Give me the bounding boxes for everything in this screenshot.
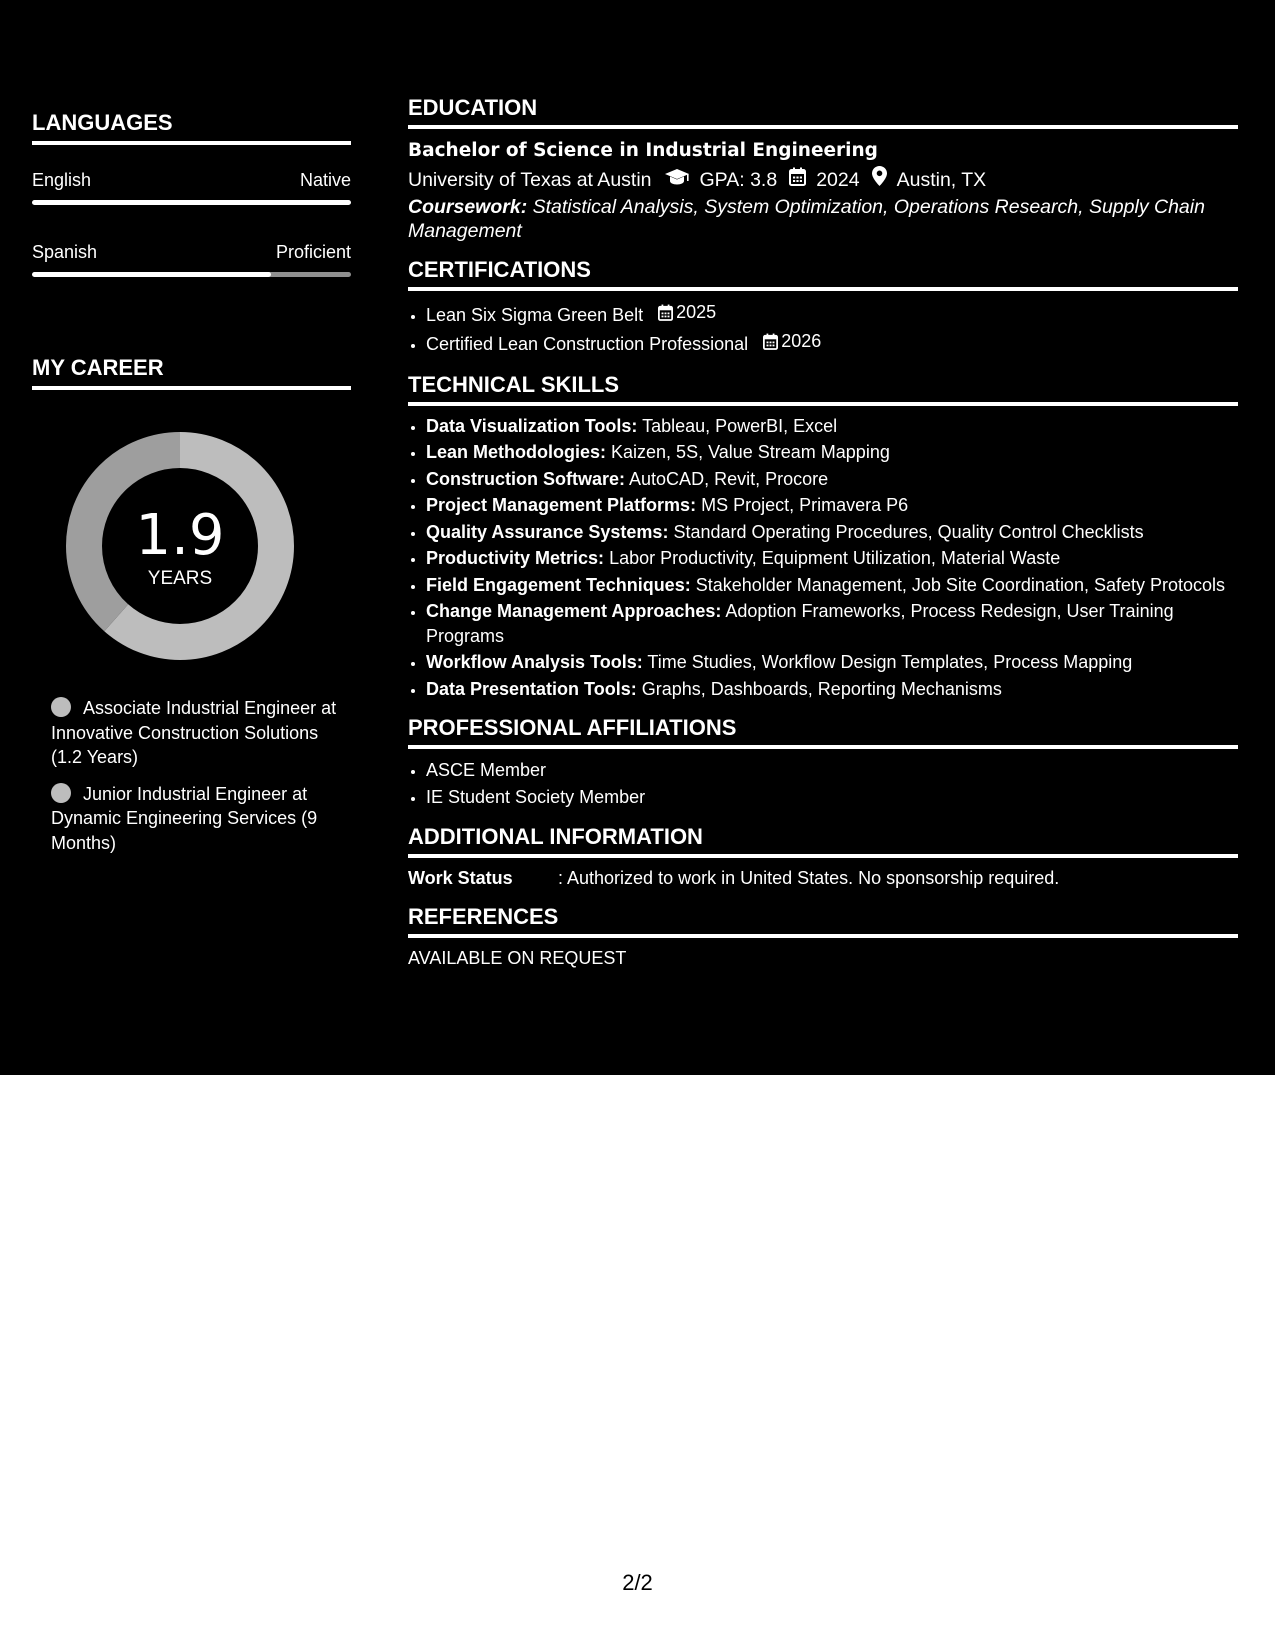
- bullet-dot-icon: [51, 697, 71, 717]
- career-item-text: Associate Industrial Engineer at Innovative Construction Solutions (1.2 Years): [51, 698, 337, 767]
- skill-value: Standard Operating Procedures, Quality Control Checklists: [673, 521, 1144, 542]
- skill-item: [426, 677, 1238, 702]
- language-bar: [32, 200, 351, 205]
- certifications-section: [408, 257, 1238, 358]
- references-section: [408, 904, 1238, 970]
- certifications-heading: CERTIFICATIONS: [408, 257, 1238, 291]
- references-heading: REFERENCES: [408, 904, 1238, 938]
- language-name: English: [32, 170, 92, 190]
- skill-item: [426, 414, 1238, 439]
- skill-label: Change Management Approaches:: [426, 601, 722, 621]
- affiliation-item: • IE Student Society Member: [426, 784, 1238, 811]
- career-item: [51, 696, 351, 770]
- skill-item: [426, 599, 1238, 648]
- affiliations-heading: PROFESSIONAL AFFILIATIONS: [408, 715, 1238, 749]
- certifications-list: [408, 299, 1238, 358]
- skill-item: [426, 467, 1238, 492]
- certification-name: Lean Six Sigma Green Belt: [426, 304, 644, 325]
- skill-item: [426, 573, 1238, 598]
- school-location: Austin, TX: [896, 169, 987, 191]
- bullet-dot-icon: [51, 783, 71, 803]
- affiliations-section: [408, 715, 1238, 810]
- skill-value: Adoption Frameworks, Process Redesign, User Training Programs: [426, 601, 1174, 646]
- coursework-list: Statistical Analysis, System Optimization, Operations Research, Supply Chain Management: [408, 196, 1205, 242]
- education-meta: [408, 165, 1238, 195]
- language-level: Native: [299, 170, 351, 190]
- additional-heading: ADDITIONAL INFORMATION: [408, 824, 1238, 858]
- calendar-icon: [763, 333, 778, 350]
- skill-label: Lean Methodologies:: [426, 442, 606, 462]
- certification-name: Certified Lean Construction Professional: [426, 334, 749, 354]
- coursework-label: Coursework:: [408, 196, 528, 218]
- language-bar: [32, 272, 351, 277]
- calendar-icon: [658, 304, 673, 321]
- affiliations-list: [408, 757, 1238, 810]
- career-unit: YEARS: [147, 568, 213, 589]
- language-item: [32, 169, 351, 205]
- skill-label: Data Visualization Tools:: [426, 415, 638, 436]
- sidebar: [32, 110, 351, 867]
- coursework: [408, 195, 1238, 243]
- skills-heading: TECHNICAL SKILLS: [408, 372, 1238, 406]
- school-name: University of Texas at Austin: [408, 169, 652, 191]
- certification-year: 2025: [676, 302, 717, 322]
- certification-date: [763, 328, 821, 355]
- career-item: [51, 782, 351, 856]
- skill-value: Kaizen, 5S, Value Stream Mapping: [611, 442, 890, 462]
- work-status-label: Work Status: [408, 868, 513, 888]
- career-total: 1.9: [135, 503, 225, 568]
- skill-value: Labor Productivity, Equipment Utilization, Material Waste: [609, 548, 1061, 568]
- skill-item: [426, 650, 1238, 675]
- certification-date: [658, 299, 716, 326]
- certification-year: 2026: [781, 331, 822, 352]
- languages-heading: LANGUAGES: [32, 110, 351, 145]
- references-text: AVAILABLE ON REQUEST: [408, 948, 627, 968]
- page-indicator: 2/2: [622, 1570, 653, 1595]
- skill-label: Field Engagement Techniques:: [426, 574, 691, 595]
- calendar-icon: [789, 165, 806, 195]
- skill-label: Project Management Platforms:: [426, 495, 697, 515]
- career-list: [32, 696, 351, 855]
- graduation-cap-icon: [664, 165, 690, 195]
- career-item-text: Junior Industrial Engineer at Dynamic Engineering Services (9 Months): [51, 783, 318, 853]
- language-item: [32, 241, 351, 277]
- skill-value: AutoCAD, Revit, Procore: [629, 468, 829, 489]
- language-bar-fill: [32, 272, 271, 277]
- skill-label: Data Presentation Tools:: [426, 678, 637, 699]
- location-pin-icon: [872, 165, 887, 195]
- education-section: [408, 95, 1238, 243]
- career-donut: [66, 432, 294, 660]
- skill-item: [426, 493, 1238, 518]
- skill-item: [426, 546, 1238, 571]
- main-content: [408, 95, 1238, 970]
- skill-label: Quality Assurance Systems:: [426, 521, 669, 542]
- skill-item: [426, 440, 1238, 465]
- graduation-year: 2024: [816, 169, 860, 191]
- skill-item: [426, 520, 1238, 545]
- degree-title: Bachelor of Science in Industrial Engineering: [408, 140, 878, 161]
- career-heading: MY CAREER: [32, 355, 351, 390]
- skill-value: Stakeholder Management, Job Site Coordination, Safety Protocols: [695, 574, 1226, 595]
- certification-item: [426, 328, 1238, 357]
- additional-section: [408, 824, 1238, 890]
- skill-value: Time Studies, Workflow Design Templates, Process Mapping: [647, 652, 1133, 672]
- work-status-value: : Authorized to work in United States. No sponsorship required.: [558, 868, 1060, 888]
- work-status-row: [408, 866, 1238, 890]
- language-name: Spanish: [32, 242, 98, 262]
- education-heading: EDUCATION: [408, 95, 1238, 129]
- language-bar-fill: [32, 200, 351, 205]
- skill-label: Productivity Metrics:: [426, 548, 605, 568]
- affiliation-item: • ASCE Member: [426, 757, 1238, 784]
- gpa: GPA: 3.8: [699, 169, 778, 191]
- skills-section: [408, 372, 1238, 702]
- certification-item: [426, 299, 1238, 328]
- skill-label: Workflow Analysis Tools:: [426, 652, 643, 672]
- skill-value: Tableau, PowerBI, Excel: [642, 415, 838, 436]
- skill-value: Graphs, Dashboards, Reporting Mechanisms: [641, 678, 1002, 699]
- skill-value: MS Project, Primavera P6: [701, 495, 909, 515]
- skill-label: Construction Software:: [426, 468, 626, 489]
- skills-list: [408, 414, 1238, 702]
- language-level: Proficient: [275, 242, 351, 262]
